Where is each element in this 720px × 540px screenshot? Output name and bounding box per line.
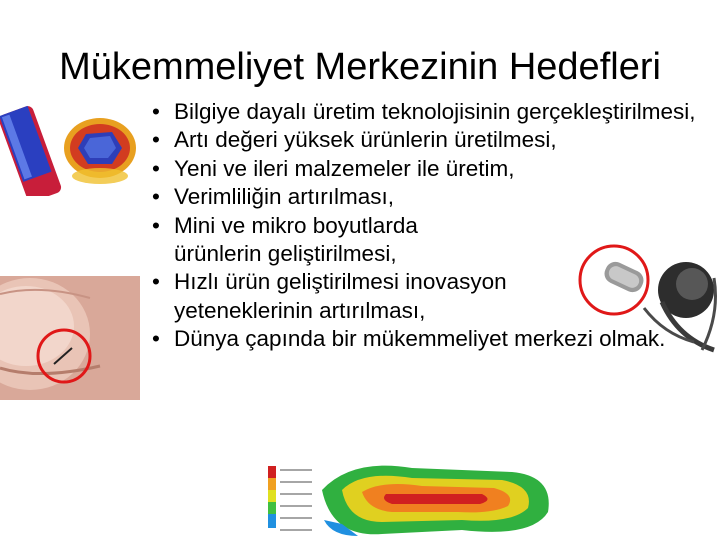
bullet-marker: • bbox=[152, 99, 160, 124]
bullet-item bbox=[152, 126, 712, 154]
bullet-text: Dünya çapında bir mükemmeliyet merkezi olmak. bbox=[174, 326, 666, 352]
bullet-item bbox=[152, 155, 712, 183]
bullet-text: Verimliliğin artırılması, bbox=[174, 184, 395, 210]
bullet-marker: • bbox=[152, 212, 160, 238]
slide-title: Mükemmeliyet Merkezinin Hedefleri bbox=[59, 46, 661, 88]
bullet-item bbox=[152, 98, 712, 126]
bullet-marker: • bbox=[152, 184, 160, 210]
bullet-marker: • bbox=[152, 155, 160, 181]
bullet-item bbox=[152, 325, 712, 353]
bullet-text: Hızlı ürün geliştirilmesi inovasyon yeteneklerinin artırılması, bbox=[174, 269, 507, 323]
bullet-marker: • bbox=[152, 127, 160, 153]
cad-screw-image bbox=[0, 96, 160, 196]
bullet-marker: • bbox=[152, 269, 160, 295]
bullet-list bbox=[152, 98, 712, 354]
bullet-item bbox=[152, 183, 712, 211]
simulation-image bbox=[262, 450, 562, 540]
bullet-text: Artı değeri yüksek ürünlerin üretilmesi, bbox=[174, 127, 557, 153]
bullet-text: Mini ve mikro boyutlarda ürünlerin geliştirilmesi, bbox=[174, 212, 418, 267]
bullet-item bbox=[152, 212, 474, 269]
fingertip-image bbox=[0, 276, 140, 400]
bullet-text: Yeni ve ileri malzemeler ile üretim, bbox=[174, 155, 515, 181]
bullet-text: Bilgiye dayalı üretim teknolojisinin gerçekleştirilmesi, bbox=[174, 99, 696, 124]
bullet-item bbox=[152, 268, 614, 325]
bullet-marker: • bbox=[152, 326, 160, 352]
